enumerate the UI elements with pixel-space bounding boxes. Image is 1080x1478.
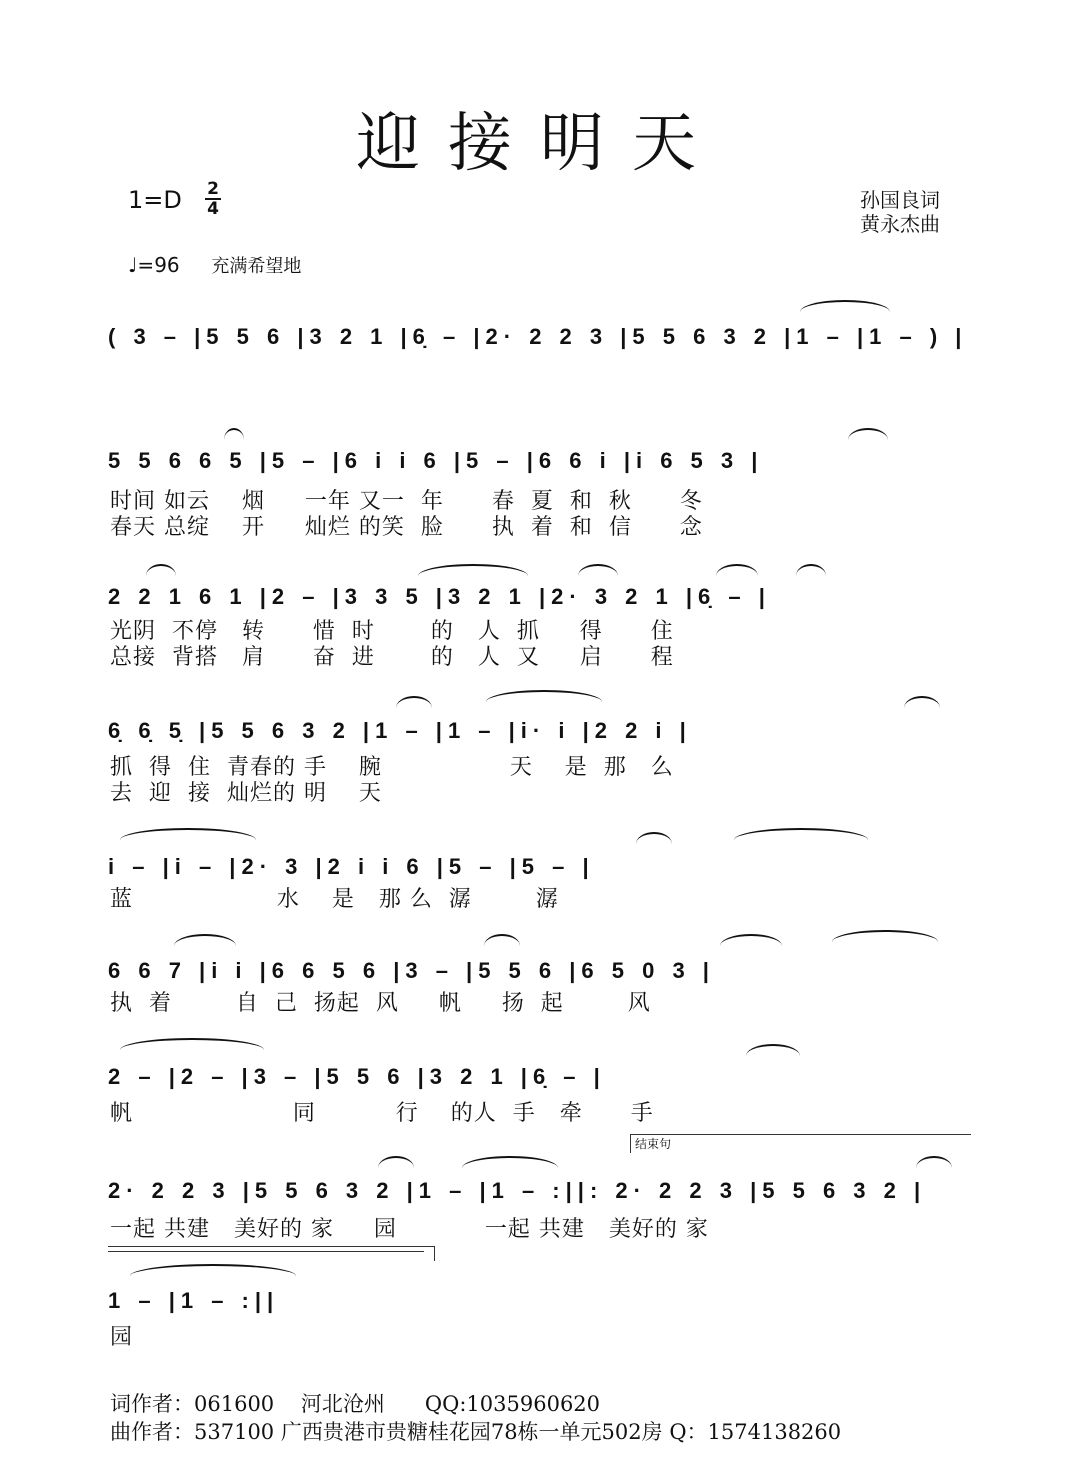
lyrics-verse2-line-3: 去 迎 接 灿烂的 明 天 [110, 781, 382, 806]
notes-line: 6 6 7 |i i |6 6 5 6 |3 – |5 5 6 |6 5 0 3 | [108, 958, 715, 983]
tie-mark [120, 1038, 264, 1050]
lyrics-verse1-line-5: 执 着 自 己 扬起 风 帆 扬 起 风 [110, 991, 651, 1016]
lyrics-verse1-line-7: 一起 共建 美好的 家 园 一起 共建 美好的 家 [110, 1217, 709, 1242]
notes-line: 2 2 1 6 1 |2 – |3 3 5 |3 2 1 |2· 3 2 1 |6̣ – | [108, 584, 771, 609]
slur-mark [796, 564, 826, 576]
lyrics-verse1-line-2: 光阴 不停 转 惜 时 的 人 抓 得 住 [110, 619, 674, 644]
tie-mark [486, 690, 602, 702]
song-title: 迎接明天 [356, 107, 724, 181]
notes-line: i – |i – |2· 3 |2 i i 6 |5 – |5 – | [108, 854, 595, 879]
tie-mark [800, 300, 890, 312]
volta-bracket [108, 1246, 435, 1261]
lyrics-verse2-line-2: 总接 背搭 肩 奋 进 的 人 又 启 程 [110, 645, 674, 670]
tie-mark [130, 1264, 296, 1276]
slur-mark [848, 428, 888, 440]
tie-mark [120, 828, 256, 840]
notes-line: 2 – |2 – |3 – |5 5 6 |3 2 1 |6̣ – | [108, 1064, 606, 1089]
composer-contact: 曲作者：537100 广西贵港市贵糖桂花园78栋一单元502房 Q：1574138260 [110, 1420, 842, 1444]
lyrics-verse2-line-1: 春天 总绽 开 灿烂 的笑 脸 执 着 和 信 念 [110, 515, 703, 540]
slur-mark [396, 696, 432, 708]
volta-bracket-inner [108, 1251, 424, 1252]
tempo-marking [128, 252, 301, 278]
slur-mark [146, 564, 176, 576]
lyricist-contact: 词作者：061600 河北沧州 QQ:1035960620 [110, 1392, 601, 1416]
slur-mark [716, 564, 758, 576]
slur-mark [916, 1156, 952, 1168]
slur-mark [224, 428, 244, 440]
slur-mark [832, 930, 938, 942]
notes-line: 5 5 6 6 5 |5 – |6 i i 6 |5 – |6 6 i |i 6 5 3 | [108, 448, 764, 473]
key-signature: 1=D [128, 186, 182, 214]
notes-line: ( 3 – |5 5 6 |3 2 1 |6̣ – |2· 2 2 3 |5 5 6 3 2 |1 – |1 – ) | [108, 324, 968, 349]
staff-line-8 [108, 1280, 978, 1340]
tempo-value: ♩=96 [128, 253, 180, 277]
slur-mark [418, 564, 528, 576]
composer-credit: 黄永杰曲 [860, 212, 940, 236]
time-signature-top: 2 [207, 179, 219, 199]
lyrics-verse1-line-3: 抓 得 住 青春的 手 腕 天 是 那 么 [110, 755, 674, 780]
slur-mark [904, 696, 940, 708]
slur-mark [636, 832, 672, 844]
slur-mark [378, 1156, 414, 1168]
lyrics-verse1-line-1: 时间 如云 烟 一年 又一 年 春 夏 和 秋 冬 [110, 489, 703, 514]
notes-line: 6̣ 6̣ 5̣ |5 5 6 3 2 |1 – |1 – |i· i |2 2 i | [108, 718, 692, 743]
staff-line-intro [108, 316, 978, 376]
lyrics-verse1-line-8: 园 [110, 1325, 134, 1350]
credits [860, 188, 940, 236]
slur-mark [720, 934, 782, 946]
lyrics-verse1-line-4: 蓝 水 是 那 么 潺 潺 [110, 887, 559, 912]
slur-mark [174, 934, 236, 946]
notes-line: 1 – |1 – :|| [108, 1288, 280, 1313]
time-signature-bottom: 4 [207, 199, 219, 219]
expression-mark: 充满希望地 [211, 256, 302, 277]
slur-mark [746, 1044, 800, 1056]
notes-line: 2· 2 2 3 |5 5 6 3 2 |1 – |1 – :||: 2· 2 2 3 |5 5 6 3 2 | [108, 1178, 927, 1203]
tie-mark [462, 1156, 558, 1168]
lyrics-verse1-line-6: 帆 同 行 的人 手 牵 手 [110, 1101, 654, 1126]
ending-label: 结束句 [630, 1134, 971, 1153]
slur-mark [484, 934, 520, 946]
lyricist-credit: 孙国良词 [860, 188, 940, 212]
time-signature [202, 180, 224, 218]
slur-mark [578, 564, 618, 576]
tie-mark [734, 828, 868, 840]
